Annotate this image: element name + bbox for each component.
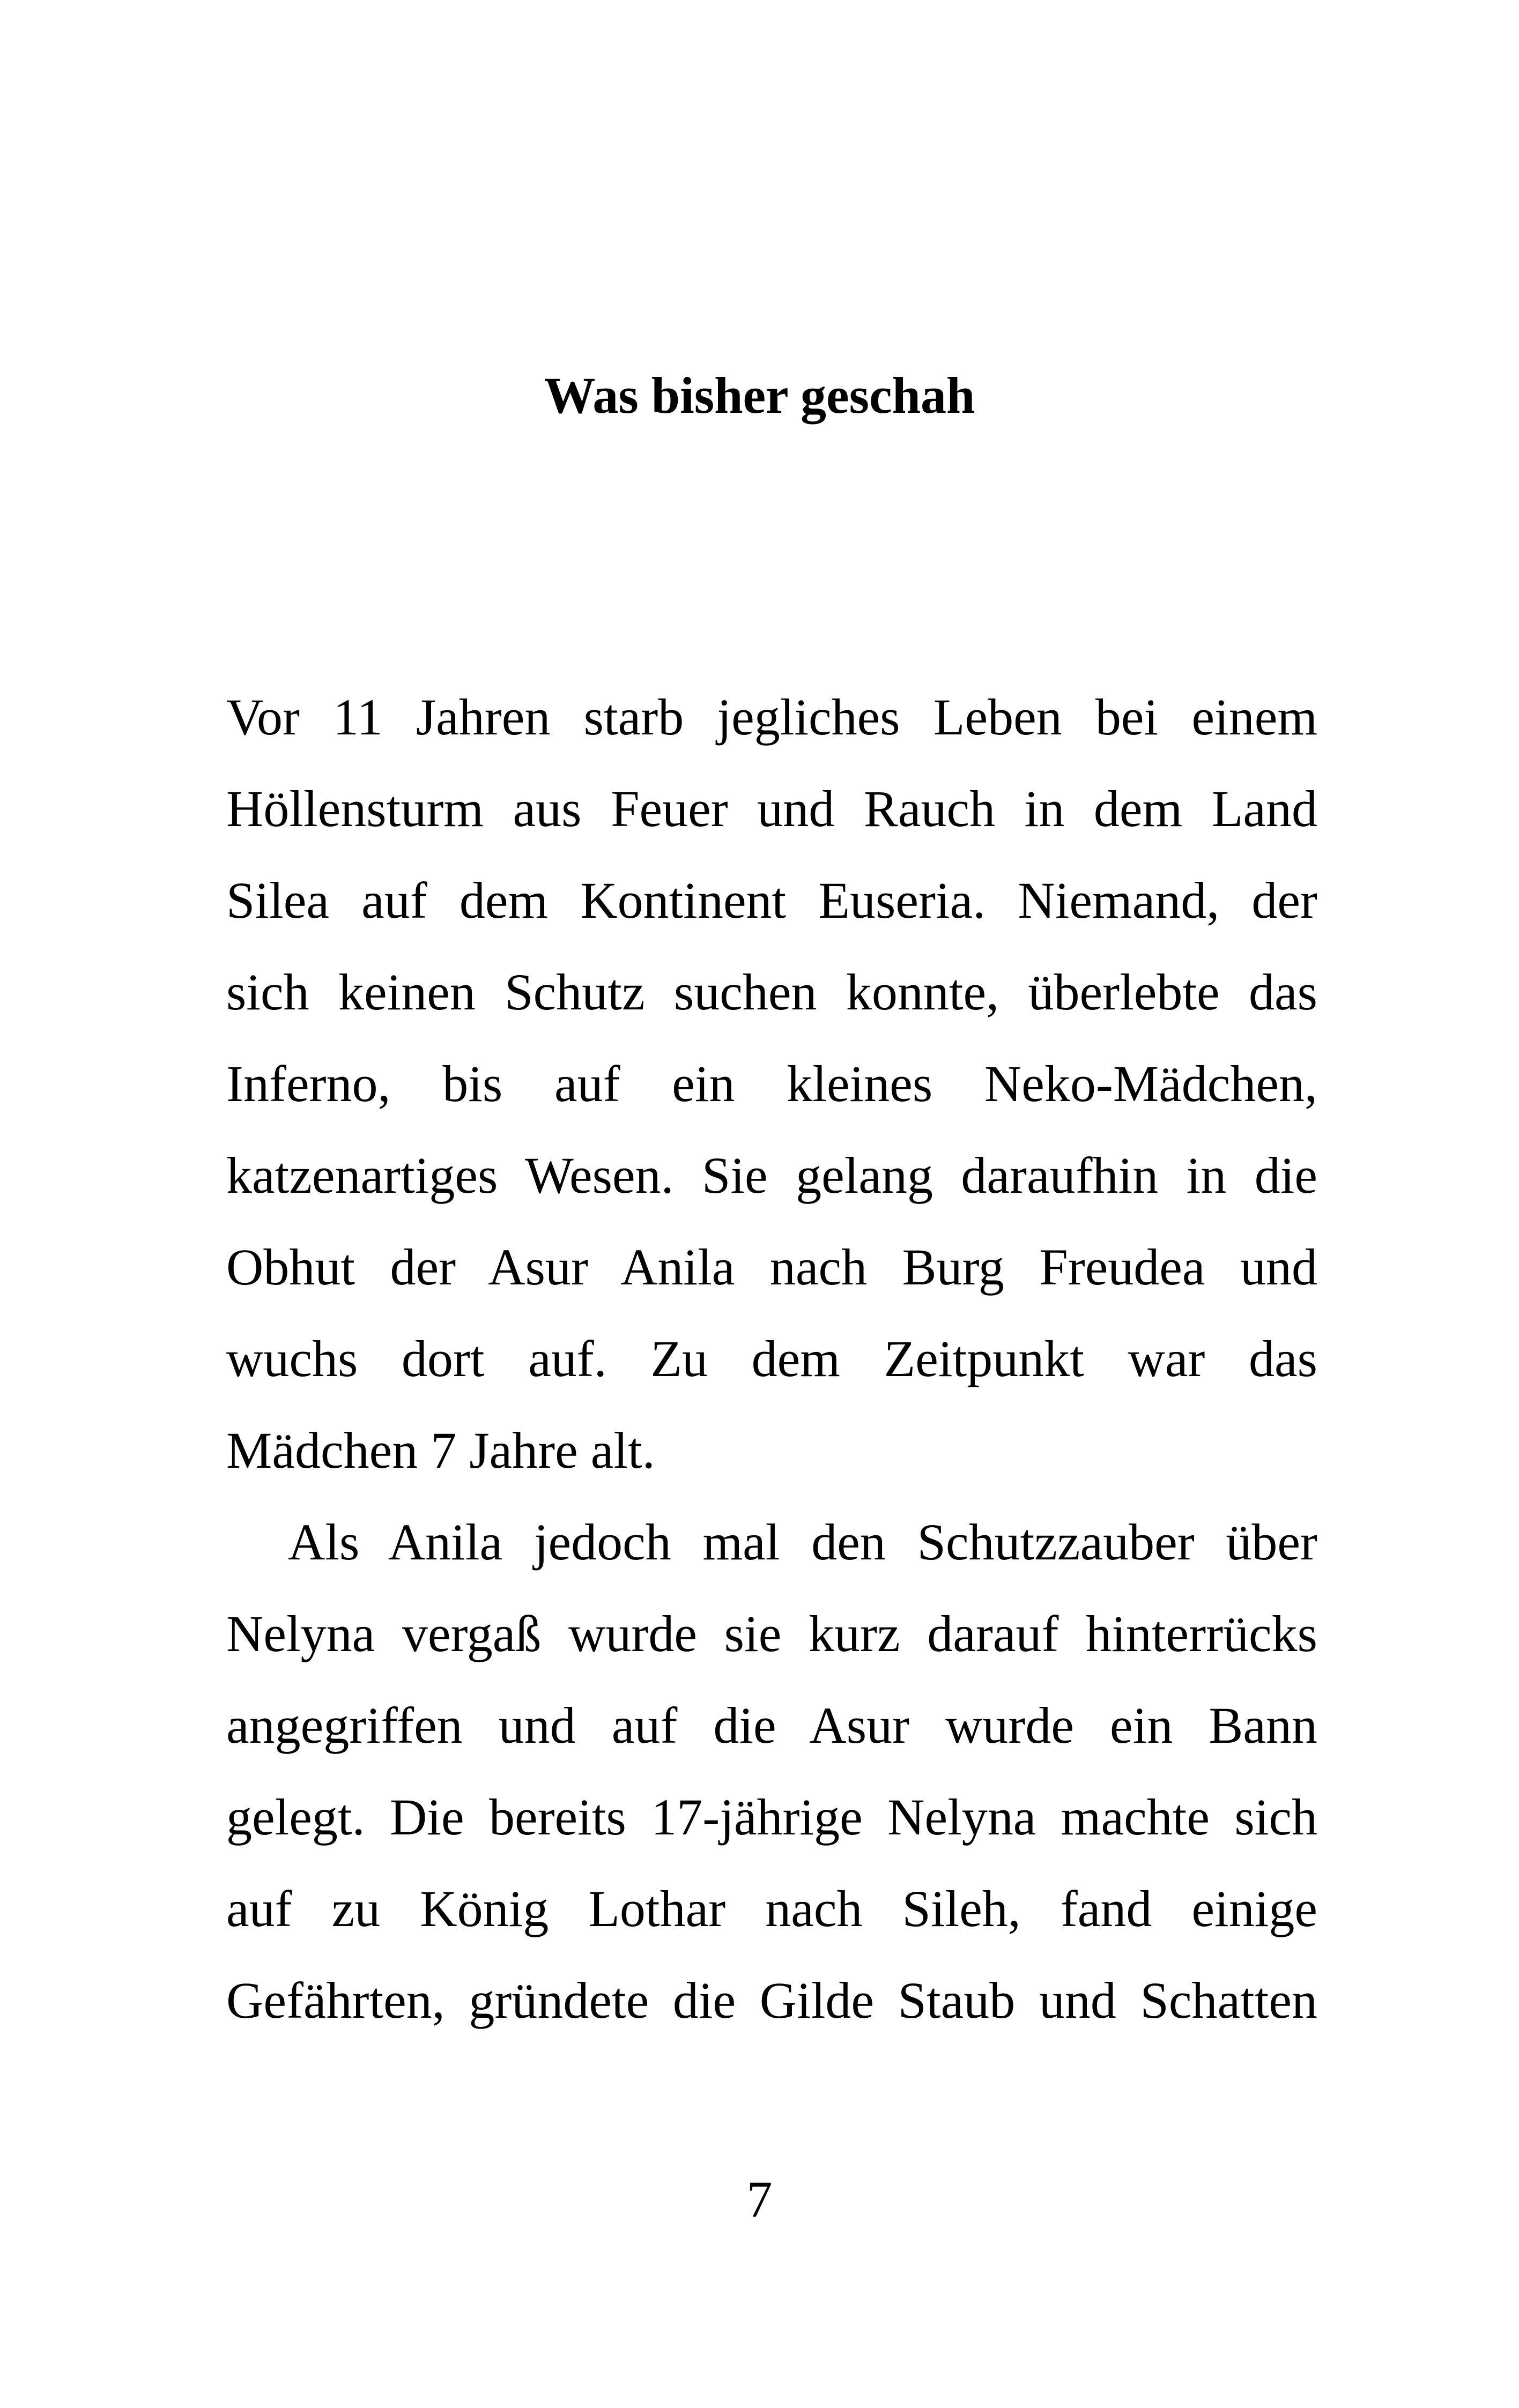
text-line: Mädchen 7 Jahre alt. — [226, 1425, 655, 1479]
text-line: Gefährten, gründete die Gilde Staub und Schatten — [226, 1975, 1317, 2029]
chapter-title: Was bisher geschah — [544, 367, 975, 424]
text-line: katzenartiges Wesen. Sie gelang daraufhin in die — [226, 1150, 1317, 1204]
text-line: angegriffen und auf die Asur wurde ein Bann — [226, 1700, 1317, 1754]
page-number: 7 — [746, 2171, 773, 2228]
text-line: gelegt. Die bereits 17-jährige Nelyna machte sich — [226, 1792, 1317, 1846]
text-line: sich keinen Schutz suchen konnte, überlebte das — [226, 967, 1317, 1021]
text-line: Nelyna vergaß wurde sie kurz darauf hinterrücks — [226, 1608, 1317, 1662]
paragraph-2 — [226, 1517, 1317, 2067]
paragraph-1 — [226, 692, 1317, 1517]
text-line: Inferno, bis auf ein kleines Neko-Mädchen, — [226, 1058, 1317, 1112]
text-line: Als Anila jedoch mal den Schutzzauber über — [288, 1517, 1317, 1571]
text-line: Silea auf dem Kontinent Euseria. Niemand, der — [226, 875, 1317, 929]
body-text — [226, 692, 1317, 2067]
text-line: Vor 11 Jahren starb jegliches Leben bei einem — [226, 692, 1317, 746]
text-line: wuchs dort auf. Zu dem Zeitpunkt war das — [226, 1333, 1317, 1387]
text-line: auf zu König Lothar nach Sileh, fand einige — [226, 1883, 1317, 1937]
text-line: Höllensturm aus Feuer und Rauch in dem Land — [226, 783, 1317, 837]
text-line: Obhut der Asur Anila nach Burg Freudea und — [226, 1242, 1317, 1296]
